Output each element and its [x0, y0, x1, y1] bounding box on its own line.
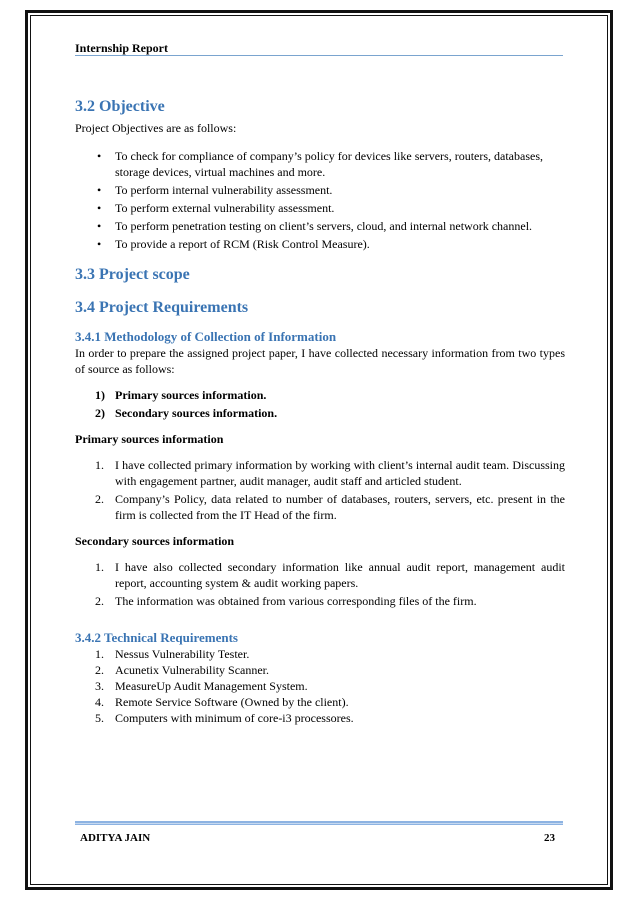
- list-item: 5. Computers with minimum of core-i3 processores.: [95, 711, 354, 725]
- bullet-icon: •: [97, 237, 102, 251]
- list-item: 4. Remote Service Software (Owned by the client).: [95, 695, 349, 709]
- secondary-sources-heading: Secondary sources information: [75, 534, 235, 548]
- section-heading-requirements: 3.4 Project Requirements: [75, 299, 249, 316]
- list-item: • To perform penetration testing on client’s servers, cloud, and internal network channel.: [97, 219, 533, 233]
- list-item: 3. MeasureUp Audit Management System.: [95, 679, 308, 693]
- objective-list: [75, 148, 565, 252]
- list-item: 2. Acunetix Vulnerability Scanner.: [95, 663, 270, 677]
- source-types-list: [75, 387, 565, 421]
- subsection-heading-methodology: 3.4.1 Methodology of Collection of Information: [75, 329, 337, 344]
- footer-rule-highlight: [75, 823, 563, 824]
- footer-author: ADITYA JAIN: [80, 832, 151, 844]
- list-item: 2. Company’s Policy, data related to number of databases, routers, servers, etc. present in the firm is collected from the IT Head of the firm.: [95, 492, 565, 522]
- running-header: Internship Report: [75, 41, 169, 55]
- header-rule: [75, 55, 563, 56]
- list-item: 1) Primary sources information.: [95, 388, 267, 402]
- bullet-icon: •: [97, 219, 102, 233]
- subsection-heading-technical: 3.4.2 Technical Requirements: [75, 630, 238, 645]
- secondary-sources-list: [75, 559, 565, 609]
- list-item: • To perform external vulnerability assessment.: [97, 201, 335, 215]
- objective-intro: Project Objectives are as follows:: [75, 121, 237, 135]
- page-body: [75, 97, 565, 726]
- list-item: 1. Nessus Vulnerability Tester.: [95, 647, 250, 661]
- primary-sources-heading: Primary sources information: [75, 432, 224, 446]
- bullet-icon: •: [97, 149, 102, 163]
- methodology-intro: In order to prepare the assigned project paper, I have collected necessary information from two types of source as follows:: [75, 346, 565, 376]
- list-item: 1. I have also collected secondary information like annual audit report, management audit report, accounting system & audit working papers.: [95, 560, 565, 590]
- list-item: 1. I have collected primary information by working with client’s internal audit team. Discussing with engagement partner, audit manager, audit staff and articled student.: [95, 458, 565, 488]
- list-item: • To provide a report of RCM (Risk Control Measure).: [97, 237, 370, 251]
- list-item: • To perform internal vulnerability assessment.: [97, 183, 333, 197]
- page-number: 23: [544, 832, 555, 844]
- section-heading-scope: 3.3 Project scope: [75, 266, 190, 283]
- section-heading-objective: 3.2 Objective: [75, 98, 165, 115]
- list-item: 2. The information was obtained from various corresponding files of the firm.: [95, 594, 477, 608]
- bullet-icon: •: [97, 201, 102, 215]
- technical-requirements-list: [75, 646, 565, 726]
- list-item: • To check for compliance of company’s policy for devices like servers, routers, databases, storage devices, virtual machines and more.: [97, 149, 544, 179]
- list-item: 2) Secondary sources information.: [95, 406, 278, 420]
- bullet-icon: •: [97, 183, 102, 197]
- primary-sources-list: [75, 457, 565, 523]
